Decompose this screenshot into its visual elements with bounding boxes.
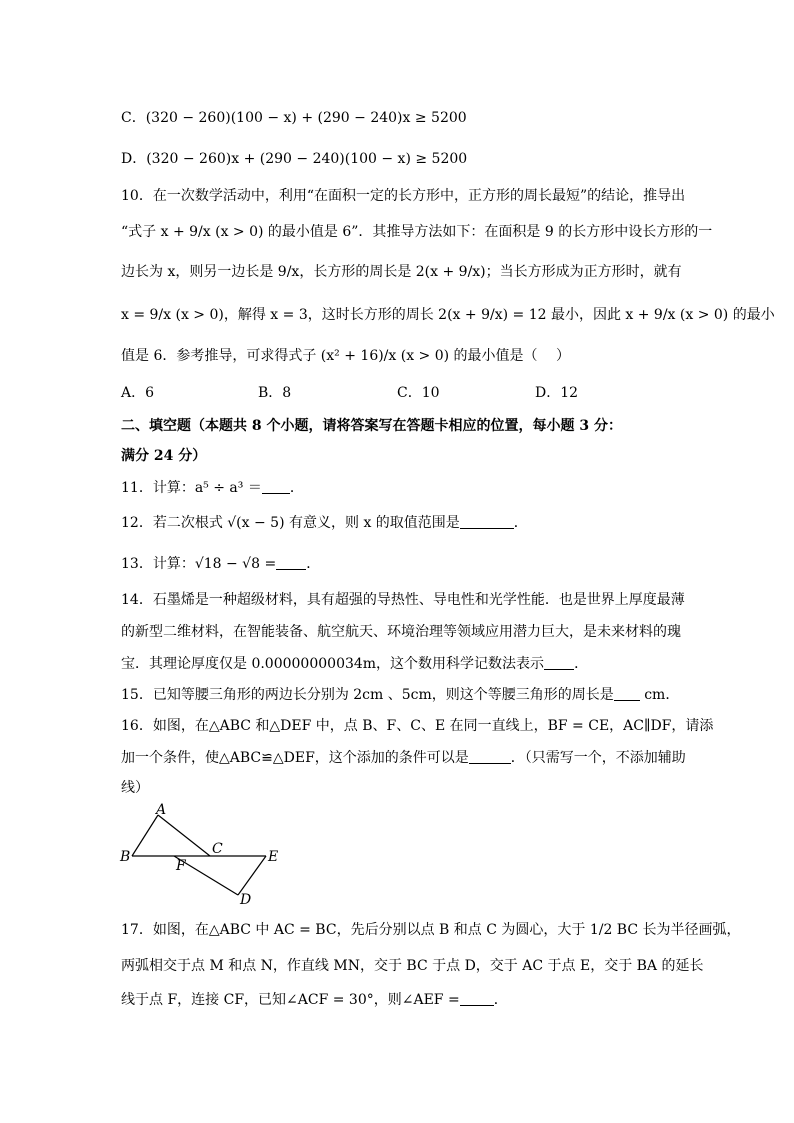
q14-line2: 的新型二维材料，在智能装备、航空航天、环境治理等领域应用潜力巨大，是未来材料的瑰 [121,624,681,640]
q12-blank [460,514,514,529]
q10-choice-a: A．6 [121,385,155,401]
q16-blank [469,749,511,764]
q17-line3-text: 线于点 F，连接 CF，已知∠ACF = 30°，则∠AEF = [121,992,460,1008]
q11-blank [262,479,290,494]
q12-post: ． [513,515,528,531]
q10-line2: “式子 x + 9/x (x > 0) 的最小值是 6”．其推导方法如下：在面积是 9 的长方形中设长方形的一 [121,224,713,240]
q17-line1: 17．如图，在△ABC 中 AC = BC，先后分别以点 B 和点 C 为圆心，大于 1/2 BC 长为半径画弧， [121,922,741,938]
q13-blank [276,555,306,570]
q11: 11．计算：a⁵ ÷ a³ ＝ ． [121,480,304,496]
q16-line2a: 加一个条件，使△ABC≌△DEF，这个添加的条件可以是 [121,750,469,766]
q14-line3-text: 宝．其理论厚度仅是 0.00000000034m，这个数用科学记数法表示 [121,656,545,672]
label-f: F [176,858,186,874]
label-e: E [268,849,279,865]
q10-choice-d: D．12 [535,385,579,401]
q14-line1: 14．石墨烯是一种超级材料，具有超强的导热性、导电性和光学性能．也是世界上厚度最薄 [121,592,685,608]
q11-text: 11．计算：a⁵ ÷ a³ ＝ [121,480,262,496]
q10-line5: 值是 6．参考推导，可求得式子 (x² + 16)/x (x > 0) 的最小值是（ ） [121,348,571,364]
q16-line2 [121,748,686,768]
q14-blank [544,655,574,670]
option-c: C．(320 − 260)(100 − x) + (290 − 240)x ≥ 5200 [121,110,467,126]
q10-line3: 边长为 x，则另一边长是 9/x，长方形的周长是 2(x + 9/x)；当长方形成为正方形时，就有 [121,264,682,280]
q17-line3: 线于点 F，连接 CF，已知∠ACF = 30°，则∠AEF = ． [121,992,508,1008]
q17-blank [460,991,494,1006]
q10-choice-b: B．8 [258,385,292,401]
label-c: C [212,841,223,857]
q12 [121,513,528,533]
geometry-figure [110,800,290,910]
q17-line2: 两弧相交于点 M 和点 N，作直线 MN，交于 BC 于点 D，交于 AC 于点 E，交于 BA 的延长 [121,958,704,974]
section2-heading-line1: 二、填空题（本题共 8 个小题，请将答案写在答题卡相应的位置，每小题 3 分： [121,418,622,434]
q10-line1: 10．在一次数学活动中，利用“在面积一定的长方形中，正方形的周长最短”的结论，推导出 [121,188,686,204]
q12-text: 12．若二次根式 √(x − 5) 有意义，则 x 的取值范围是 [121,515,460,531]
q13-text: 13．计算：√18 − √8 = [121,556,277,572]
q15-post: cm． [639,687,680,703]
q13: 13．计算：√18 − √8 = ． [121,556,321,572]
q10-choice-c: C．10 [397,385,440,401]
label-b: B [120,849,131,865]
q10-line4: x = 9/x (x > 0)，解得 x = 3，这时长方形的周长 2(x + 9/x) = 12 最小，因此 x + 9/x (x > 0) 的最小 [121,307,775,323]
segment-ac [158,815,210,856]
label-d: D [240,892,252,908]
q15-text: 15．已知等腰三角形的两边长分别为 2cm 、5cm，则这个等腰三角形的周长是 [121,687,614,703]
section2-heading-line2: 满分 24 分） [121,448,207,464]
segment-ed [238,856,266,895]
label-a: A [156,802,167,818]
q15-blank [614,686,640,701]
segment-ab [132,815,158,856]
q16-line1: 16．如图，在△ABC 和△DEF 中，点 B、F、C、E 在同一直线上，BF = CE，AC∥DF，请添 [121,718,714,734]
option-d: D．(320 − 260)x + (290 − 240)(100 − x) ≥ 5200 [121,151,468,167]
q16-line3: 线） [121,780,149,796]
q16-line2b: ．（只需写一个，不添加辅助 [510,750,686,766]
q14-line3: 宝．其理论厚度仅是 0.00000000034m，这个数用科学记数法表示 ． [121,656,589,672]
q15 [121,685,679,705]
